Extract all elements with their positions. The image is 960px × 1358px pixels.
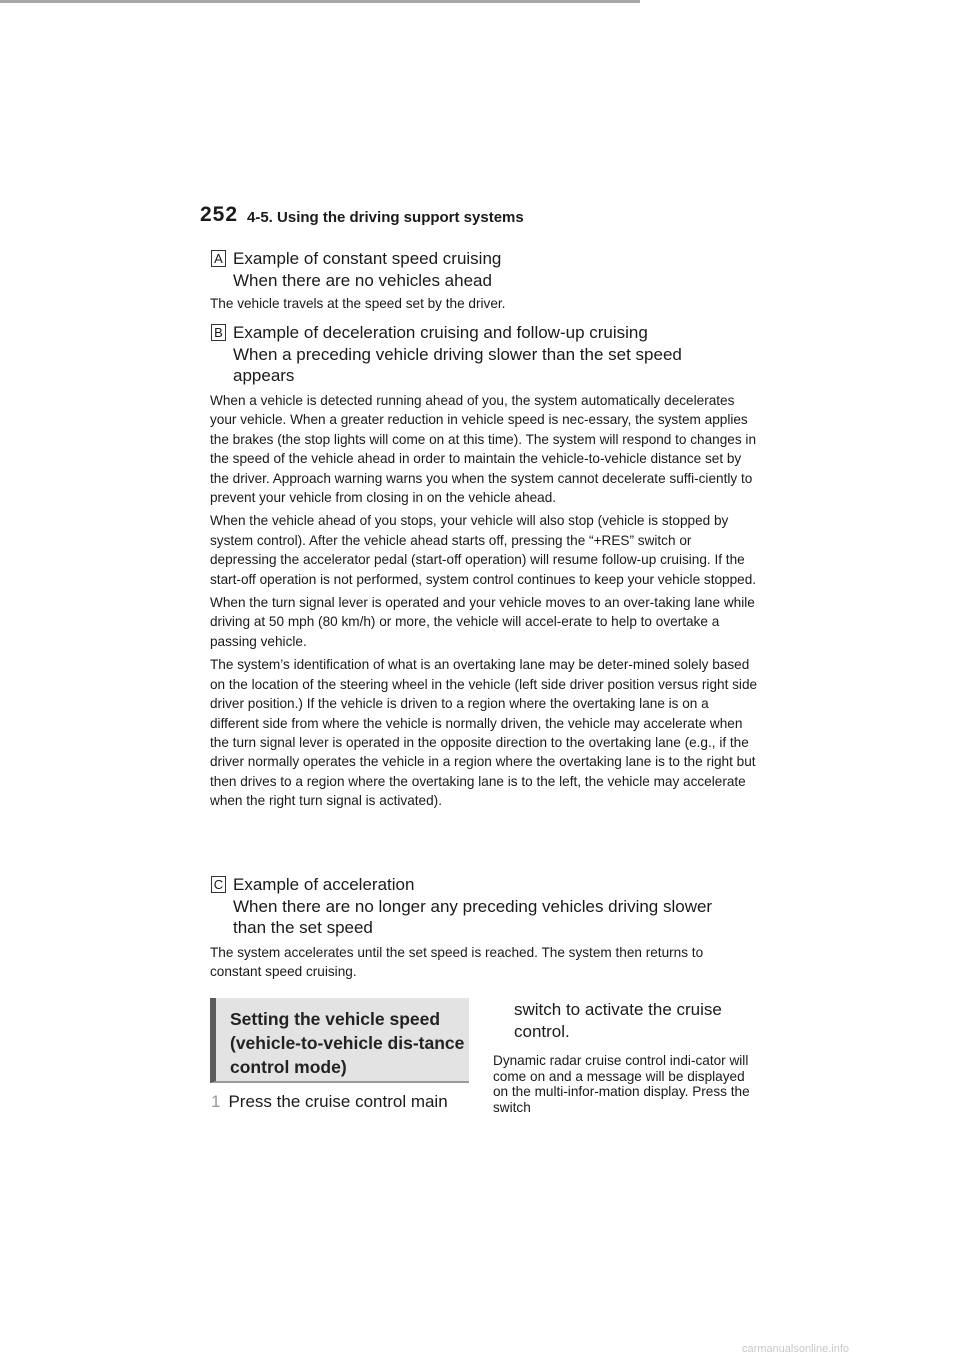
section-marker-b: B [211, 324, 226, 341]
heading-line: Example of acceleration [233, 875, 415, 894]
step-1 [211, 1092, 448, 1112]
section-heading-b [233, 322, 773, 387]
step-number: 1 [211, 1092, 221, 1111]
paragraph: The system’s identification of what is an overtaking lane may be deter-mined solely based on the location of the steering wheel in the vehicle (left side driver position versus right side driver position.) If the vehicle is driven to a region where the overtaking lane is on a different side from where the vehicle is normally driven, the vehicle may accelerate when the turn signal lever is operated in the opposite direction to the overtaking lane (e.g., if the driver normally operates the vehicle in a region where the overtaking lane is to the right but then drives to a region where the overtaking lane is to the left, the vehicle may accelerate when the right turn signal is activated). [210, 657, 758, 809]
watermark: carmanualsonline.info [742, 1343, 850, 1355]
setting-speed-title: Setting the vehicle speed (vehicle-to-vehicle dis-tance control mode) [230, 1009, 465, 1077]
paragraph: When a vehicle is detected running ahead of you, the system automatically decelerates your vehicle. When a greater reduction in vehicle speed is nec-essary, the system applies the brakes (the stop lights will come on at this time). The system will respond to changes in the speed of the vehicle ahead in order to maintain the vehicle-to-vehicle distance set by the driver. Approach warning warns you when the system cannot decelerate suffi-ciently to prevent your vehicle from closing in on the vehicle ahead. [210, 393, 757, 506]
heading-line: When a preceding vehicle driving slower than the set speed [233, 344, 682, 364]
section-title: 4-5. Using the driving support systems [247, 209, 524, 226]
header-divider [0, 0, 640, 3]
step-text: Press the cruise control main [228, 1092, 448, 1111]
section-heading-a [233, 248, 773, 291]
heading-line: When there are no vehicles ahead [233, 270, 492, 290]
heading-line: Example of constant speed cruising [233, 249, 502, 268]
section-body-c [210, 943, 758, 982]
heading-line: than the set speed [233, 918, 373, 937]
section-body-b [210, 391, 758, 811]
page-number: 252 [200, 203, 239, 226]
paragraph: The system accelerates until the set speed is reached. The system then returns to constant speed cruising. [210, 945, 704, 980]
section-heading-c [233, 874, 773, 939]
continued-step-text: switch to activate the cruise control. [514, 1000, 722, 1041]
heading-line: Example of deceleration cruising and follow-up cruising [233, 323, 648, 342]
heading-line: When there are no longer any preceding vehicles driving slower [233, 896, 713, 916]
paragraph: When the turn signal lever is operated and your vehicle moves to an over-taking lane while driving at 50 mph (80 km/h) or more, the vehicle will accel-erate to help to overtake a passing vehicle. [210, 595, 755, 649]
heading-line: appears [233, 366, 295, 385]
section-marker-c: C [211, 876, 226, 893]
setting-speed-box [210, 998, 469, 1083]
section-marker-a: A [211, 250, 226, 267]
paragraph: The vehicle travels at the speed set by the driver. [210, 296, 506, 311]
section-body-a [210, 294, 758, 313]
paragraph: When the vehicle ahead of you stops, your vehicle will also stop (vehicle is stopped by system control). After the vehicle ahead starts off, pressing the “+RES” switch or depressing the accelerator pedal (start-off operation) will resume follow-up cruising. If the start-off operation is not performed, system control continues to keep your vehicle stopped. [210, 513, 757, 587]
indicator-note: Dynamic radar cruise control indi-cator will come on and a message will be displayed on the multi-infor-mation display. Press the switch [493, 1053, 750, 1115]
